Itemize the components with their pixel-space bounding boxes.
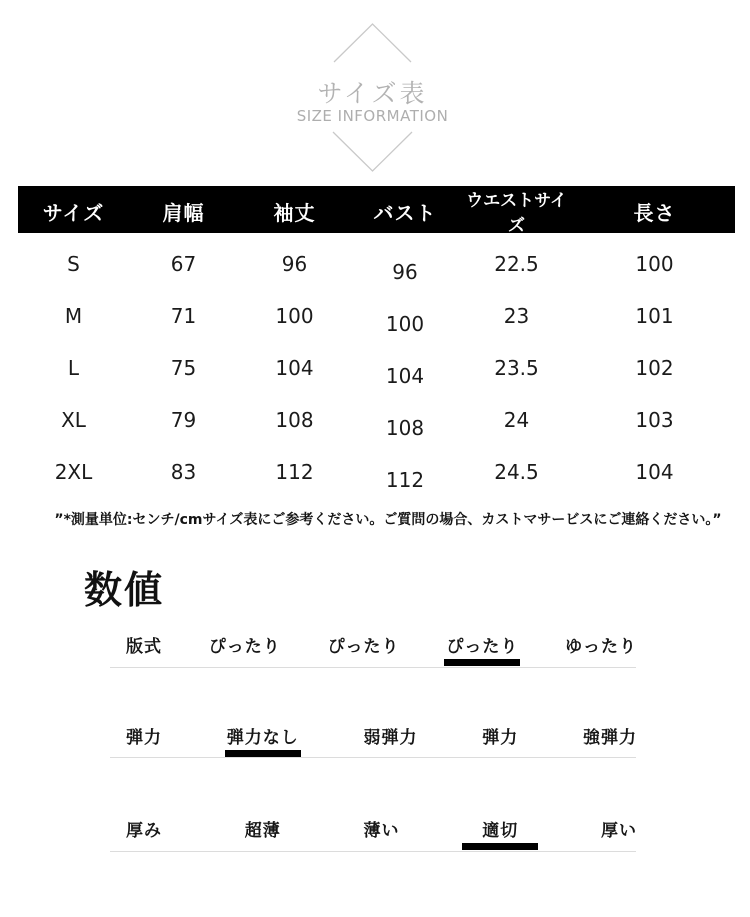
fit-option-2: ぴったり [327, 637, 400, 657]
thickness-scale-label: 厚み [126, 821, 162, 841]
table-row-xl [18, 394, 735, 446]
size-info-subtitle: SIZE INFORMATION [296, 107, 449, 125]
thickness-option-4: 厚い [601, 821, 637, 841]
waist-cell: 22.5 [494, 252, 539, 276]
fit-scale-label: 版式 [126, 637, 162, 657]
metrics-heading: 数値 [84, 568, 165, 612]
elasticity-row-divider [110, 757, 636, 758]
elasticity-option-4: 強弾力 [583, 728, 637, 748]
bust-cell: 104 [385, 364, 425, 388]
size-cell: S [67, 252, 80, 276]
thickness-scale-row [126, 821, 637, 841]
sleeve-cell: 100 [275, 304, 314, 328]
shoulder-cell: 79 [170, 408, 197, 432]
waist-cell: 24.5 [494, 460, 539, 484]
elasticity-option-1: 弾力なし [226, 728, 299, 748]
sleeve-cell: 104 [275, 356, 314, 380]
thickness-row-divider [110, 851, 636, 852]
elasticity-option-3: 弾力 [482, 728, 519, 748]
size-cell: 2XL [54, 460, 93, 484]
length-cell: 103 [635, 408, 674, 432]
elasticity-option-2: 弱弾力 [363, 728, 418, 748]
column-header-size: サイズ [42, 200, 105, 225]
bust-cell: 100 [385, 312, 425, 336]
waist-cell: 23 [503, 304, 530, 328]
length-cell: 102 [635, 356, 674, 380]
measurement-footnote: ”*測量単位:センチ/cmサイズ表にご参考ください。ご質問の場合、カストマサービスにご連絡ください。” [54, 512, 722, 528]
length-cell: 100 [635, 252, 674, 276]
column-header-shoulder: 肩幅 [162, 200, 205, 225]
fit-row-divider [110, 667, 636, 668]
column-header-waist: ウエストサイズ [466, 191, 567, 236]
bust-cell: 96 [392, 260, 418, 284]
bust-cell: 112 [385, 468, 425, 492]
sleeve-cell: 112 [275, 460, 314, 484]
table-row-2xl [18, 446, 735, 498]
thickness-option-1: 超薄 [244, 821, 281, 841]
thickness-option-2: 薄い [363, 821, 400, 841]
table-row-l [18, 342, 735, 394]
shoulder-cell: 83 [170, 460, 197, 484]
shoulder-cell: 71 [170, 304, 197, 328]
column-header-length: 長さ [633, 200, 676, 225]
column-header-bust: バスト [373, 200, 437, 225]
length-cell: 101 [635, 304, 674, 328]
length-cell: 104 [635, 460, 674, 484]
fit-option-1: ぴったり [208, 637, 281, 657]
fit-option-3: ぴったり [446, 637, 519, 657]
fit-option-4: ゆったり [565, 637, 637, 657]
shoulder-cell: 67 [170, 252, 197, 276]
size-table-header [18, 186, 735, 236]
table-row-s [18, 238, 735, 290]
sleeve-cell: 108 [275, 408, 314, 432]
size-cell: XL [61, 408, 86, 432]
shoulder-cell: 75 [170, 356, 197, 380]
table-row-m [18, 290, 735, 342]
waist-cell: 24 [503, 408, 530, 432]
elasticity-scale-label: 弾力 [126, 728, 162, 748]
column-header-sleeve: 袖丈 [273, 200, 316, 225]
size-table-body [18, 238, 735, 498]
sleeve-cell: 96 [281, 252, 308, 276]
size-cell: L [67, 356, 80, 380]
bust-cell: 108 [385, 416, 425, 440]
size-info-title: サイズ表 [317, 79, 428, 108]
fit-scale-row [126, 637, 637, 657]
size-cell: M [64, 304, 83, 328]
thickness-option-3: 適切 [482, 821, 519, 841]
waist-cell: 23.5 [494, 356, 539, 380]
elasticity-scale-row [126, 728, 637, 748]
